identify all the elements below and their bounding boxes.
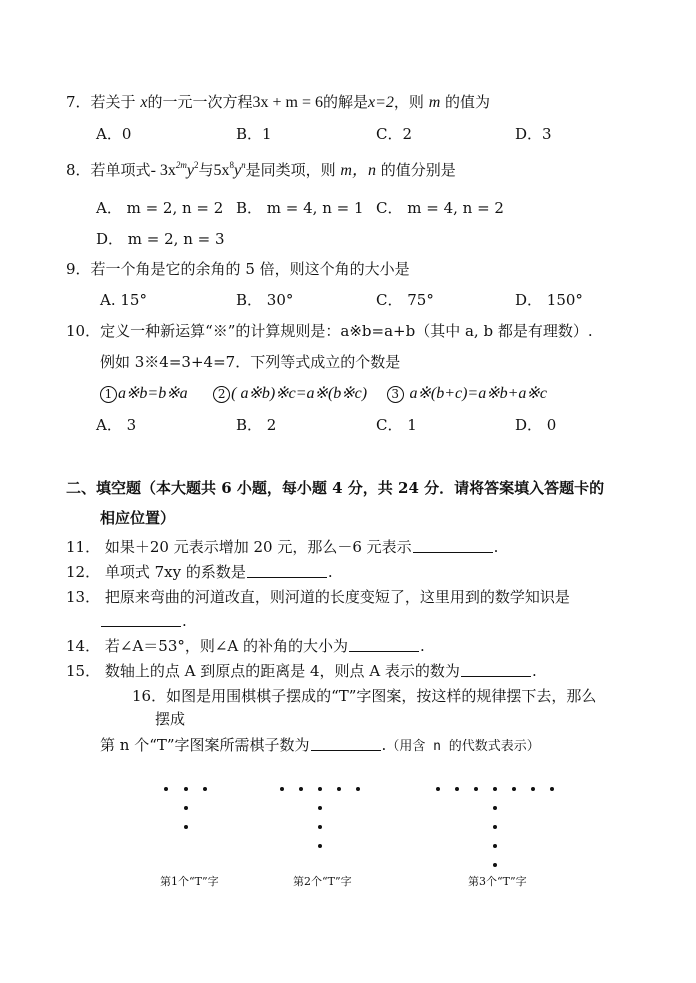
circled-number-2: 2 bbox=[213, 386, 230, 403]
question-8: 8．若单项式- $3x^{2m}y^2$与$5x^8y^n$是同类项，则 m，n 的值分别是 bbox=[66, 160, 456, 179]
equation: 3x + m = 6 bbox=[252, 94, 323, 111]
q7-option-d: D．3 bbox=[515, 125, 552, 143]
question-10-example: 例如 3※4=3+4=7．下列等式成立的个数是 bbox=[100, 353, 401, 371]
question-13-blank-line: . bbox=[100, 611, 187, 631]
answer-blank[interactable] bbox=[461, 662, 531, 677]
circled-number-1: 1 bbox=[100, 386, 117, 403]
q8-option-a: A． m = 2, n = 2 bbox=[96, 199, 224, 217]
caption-1: 第1个“T”字 bbox=[160, 875, 219, 888]
question-9: 9．若一个角是它的余角的 5 倍，则这个角的大小是 bbox=[66, 260, 410, 278]
answer-blank[interactable] bbox=[311, 736, 381, 751]
q10-option-a: A． 3 bbox=[96, 416, 137, 434]
question-14: 14． 若∠A＝53°，则∠A 的补角的大小为 . bbox=[66, 637, 425, 655]
section-2-heading: 二、填空题（本大题共 6 小题，每小题 4 分，共 24 分．请将答案填入答题卡的 bbox=[66, 479, 605, 497]
question-12: 12． 单项式 7xy 的系数是 . bbox=[66, 563, 333, 581]
question-11: 11． 如果＋20 元表示增加 20 元，那么－6 元表示 . bbox=[66, 538, 499, 556]
q7-option-c: C．2 bbox=[376, 125, 413, 143]
q10-option-c: C． 1 bbox=[376, 416, 417, 434]
answer-blank[interactable] bbox=[101, 612, 181, 627]
q9-option-c: C． 75° bbox=[376, 291, 434, 309]
question-10: 10．定义一种新运算“※”的计算规则是：a※b=a+b（其中 a, b 都是有理数）. bbox=[66, 322, 593, 340]
answer-blank[interactable] bbox=[349, 637, 419, 652]
q8-option-b: B． m = 4, n = 1 bbox=[236, 199, 364, 217]
section-2-heading-cont: 相应位置） bbox=[100, 509, 176, 527]
question-13: 13． 把原来弯曲的河道改直，则河道的长度变短了，这里用到的数学知识是 bbox=[66, 588, 570, 606]
question-7: 7．若关于 x的一元一次方程3x + m = 6的解是x=2，则 m 的值为 bbox=[66, 93, 491, 111]
question-16: 16．如图是用围棋棋子摆成的“T”字图案，按这样的规律摆下去，那么 bbox=[132, 687, 597, 705]
q10-option-b: B． 2 bbox=[236, 416, 277, 434]
answer-blank[interactable] bbox=[247, 563, 327, 578]
caption-3: 第3个“T”字 bbox=[468, 875, 527, 888]
circled-number-3: 3 bbox=[387, 386, 404, 403]
q7-option-b: B．1 bbox=[236, 125, 272, 143]
q10-option-d: D． 0 bbox=[515, 416, 557, 434]
q9-option-b: B． 30° bbox=[236, 291, 294, 309]
q8-option-d: D． m = 2, n = 3 bbox=[96, 230, 225, 248]
question-16-cont: 摆成 bbox=[155, 710, 186, 728]
q8-option-c: C． m = 4, n = 2 bbox=[376, 199, 504, 217]
question-16-prompt: 第 n 个“T”字图案所需棋子数为 .（用含 n 的代数式表示） bbox=[100, 736, 540, 754]
q9-option-d: D． 150° bbox=[515, 291, 583, 309]
q7-option-a: A．0 bbox=[96, 125, 132, 143]
question-15: 15． 数轴上的点 A 到原点的距离是 4，则点 A 表示的数为 . bbox=[66, 662, 537, 680]
q10-statements: 1 a※b=b※a 2 ( a※b)※c=a※(b※c) 3 a※(b+c)=a※b+a※c bbox=[100, 383, 547, 404]
caption-2: 第2个“T”字 bbox=[293, 875, 352, 888]
answer-blank[interactable] bbox=[413, 538, 493, 553]
q9-option-a: A. 15° bbox=[100, 291, 147, 309]
